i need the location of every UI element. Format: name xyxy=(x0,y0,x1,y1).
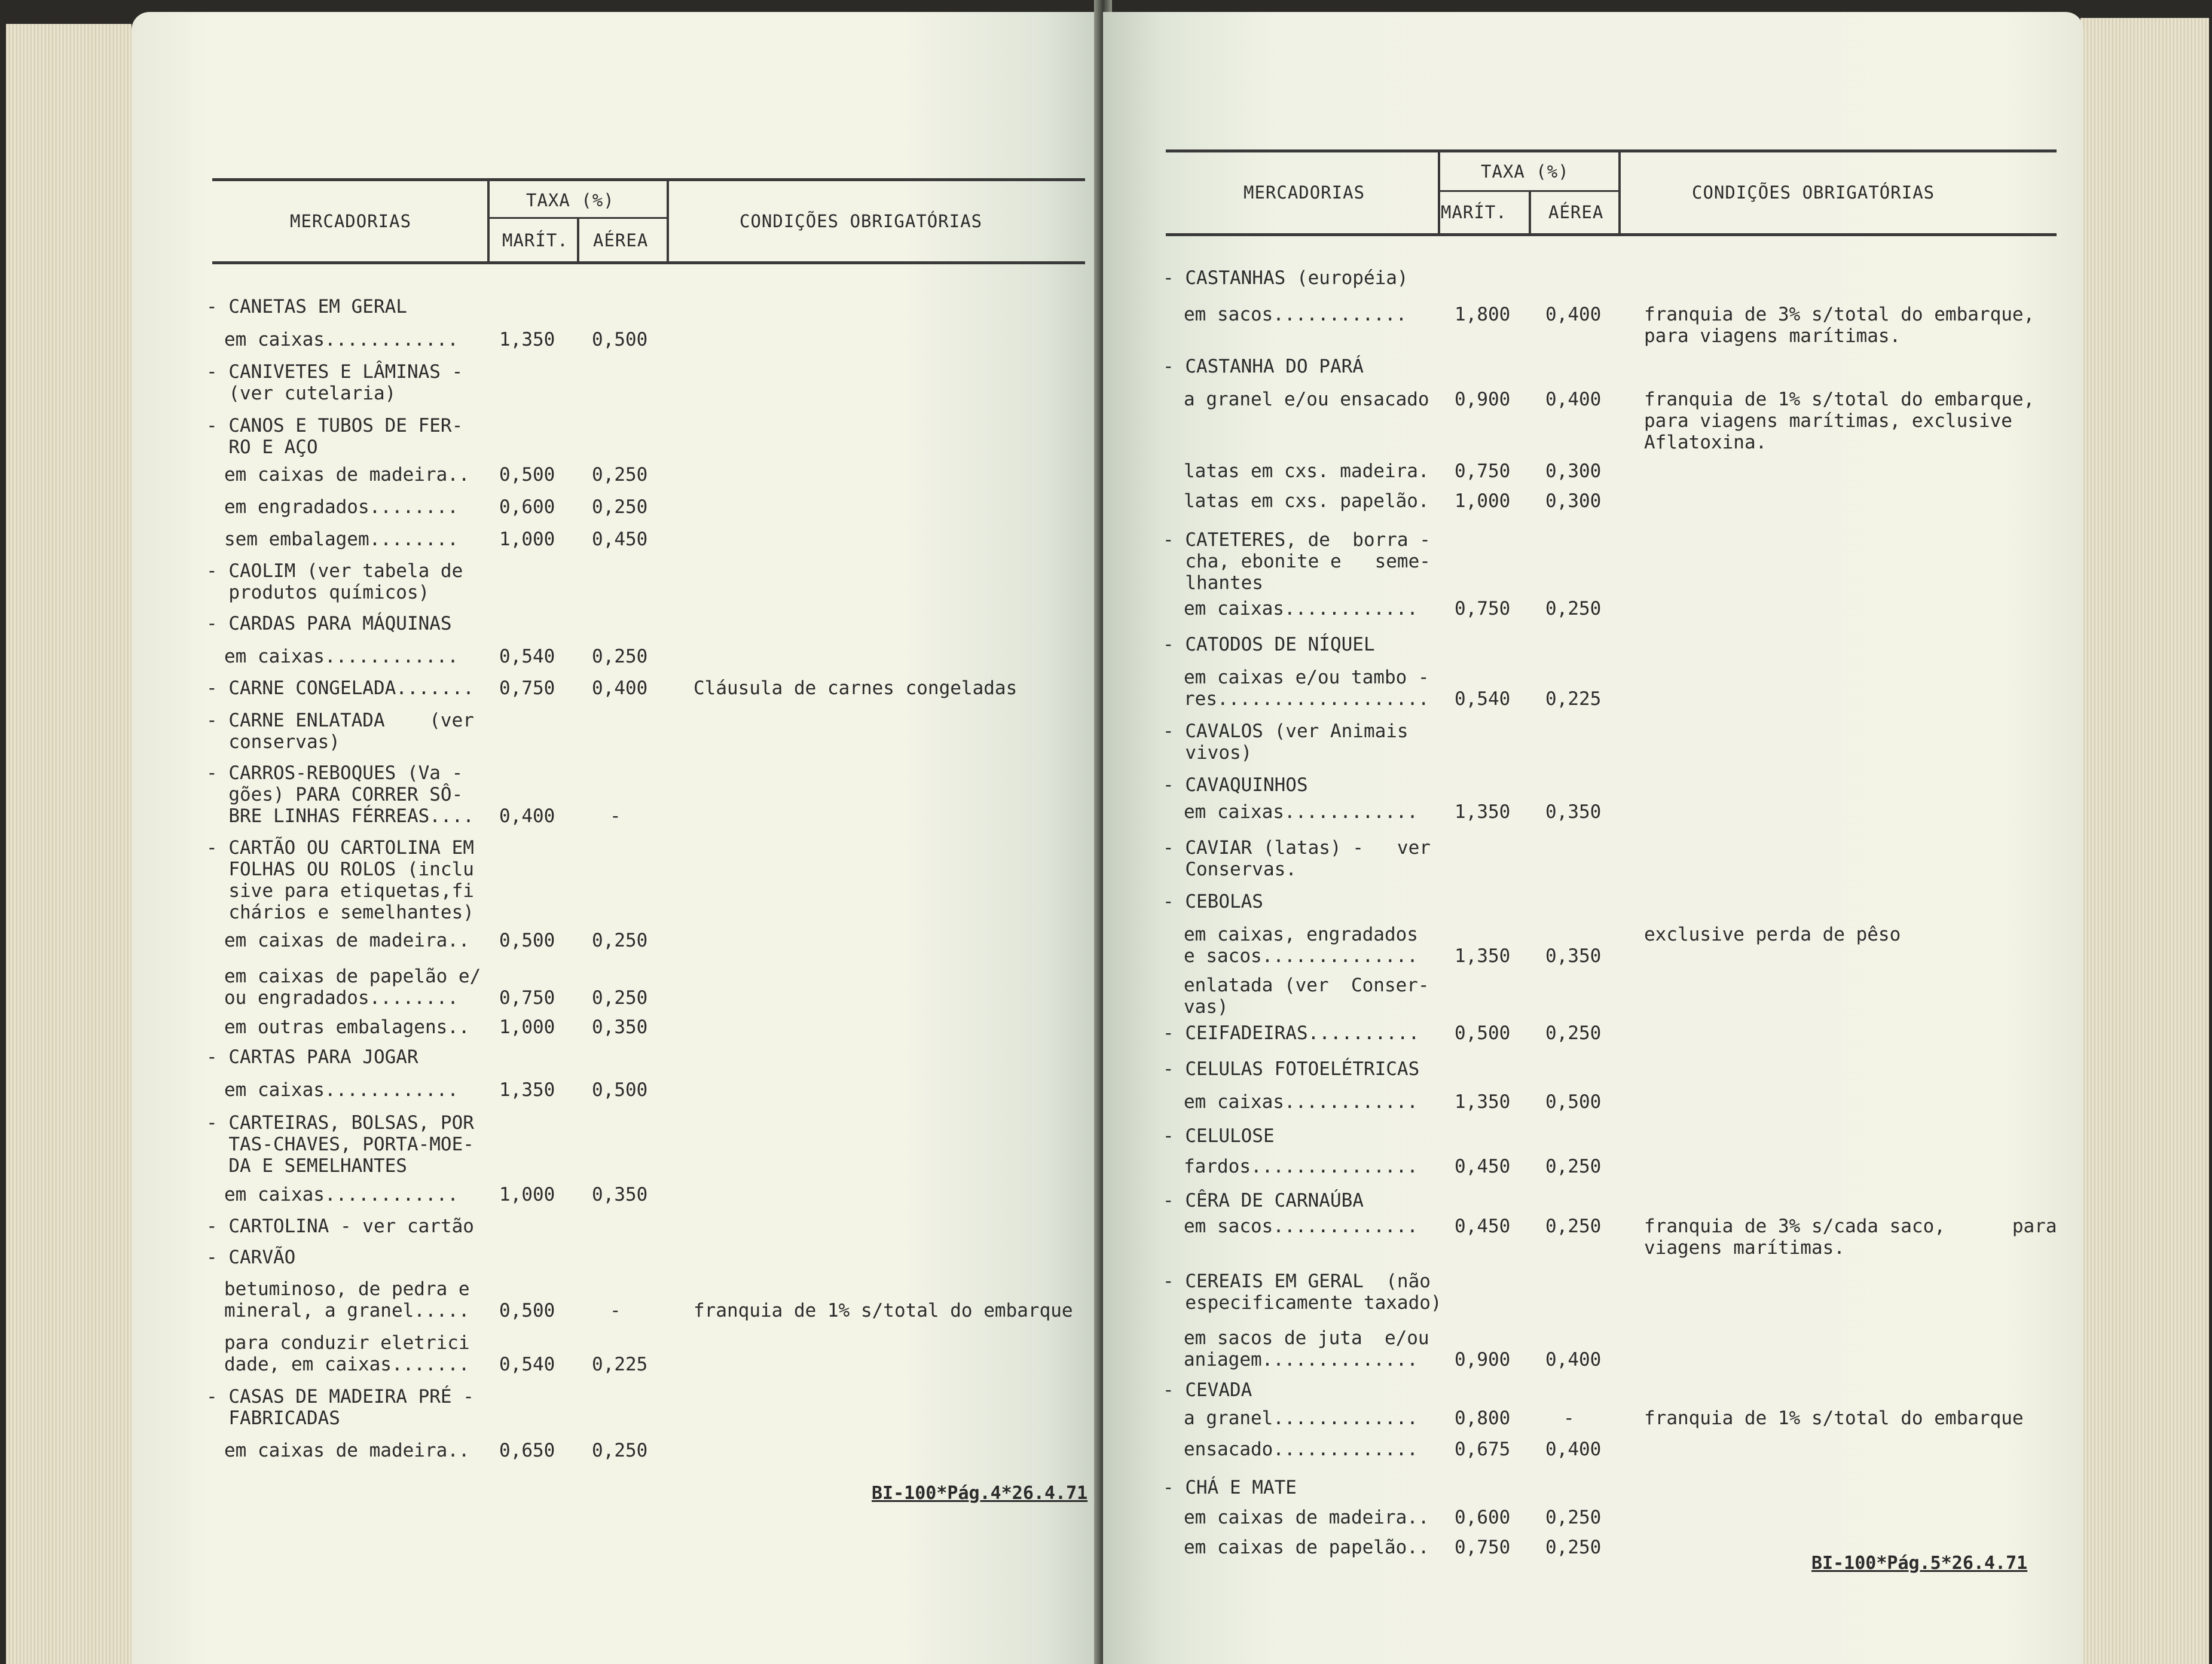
rate-maritima: 0,900 xyxy=(1455,1349,1511,1370)
rate-aerea: 0,400 xyxy=(592,677,648,699)
rate-maritima: 0,750 xyxy=(1455,1537,1511,1558)
rate-maritima: 0,650 xyxy=(499,1440,555,1461)
rate-maritima: 0,600 xyxy=(499,496,555,518)
rate-aerea: 0,450 xyxy=(592,529,648,550)
rate-aerea: 0,250 xyxy=(592,930,648,951)
rate-maritima: 0,900 xyxy=(1455,389,1511,410)
rate-maritima: 1,000 xyxy=(499,529,555,550)
rate-aerea: 0,250 xyxy=(1545,1156,1602,1177)
item-description: - CHÁ E MATE xyxy=(1163,1477,1297,1498)
condition-text: franquia de 3% s/total do embarque, para viagens marítimas. xyxy=(1644,304,2035,347)
rate-aerea: 0,400 xyxy=(1545,304,1602,325)
item-description: em engradados........ xyxy=(224,496,459,518)
item-description: - CAVIAR (latas) - ver Conservas. xyxy=(1163,837,1431,880)
item-description: em caixas............ xyxy=(224,1079,459,1101)
rate-aerea: 0,500 xyxy=(1545,1091,1602,1113)
rate-maritima: 0,500 xyxy=(1455,1022,1511,1044)
rate-maritima: 1,350 xyxy=(1455,1091,1511,1113)
rate-maritima: 0,540 xyxy=(1455,688,1511,710)
item-description: fardos............... xyxy=(1184,1156,1418,1177)
header-divider xyxy=(1618,151,1621,234)
rate-aerea: 0,400 xyxy=(1545,1439,1602,1460)
left-page xyxy=(132,12,1100,1664)
item-description: em caixas de papelão e/ ou engradados........ xyxy=(224,966,481,1009)
header-bottom-rule xyxy=(212,261,1085,264)
item-description: - CARNE CONGELADA....... xyxy=(206,677,474,699)
rate-aerea: 0,225 xyxy=(592,1354,648,1375)
rate-aerea: 0,400 xyxy=(1545,389,1602,410)
page-footer: BI-100*Pág.4*26.4.71 xyxy=(872,1483,1088,1504)
item-description: - CAOLIM (ver tabela de produtos químicos) xyxy=(206,560,463,603)
item-description: - CATODOS DE NÍQUEL xyxy=(1163,634,1375,655)
page-edges-left xyxy=(6,24,132,1664)
header-divider xyxy=(1438,151,1440,234)
item-description: em caixas............ xyxy=(224,1184,459,1205)
item-description: em caixas............ xyxy=(1184,1091,1418,1113)
item-description: em caixas de papelão.. xyxy=(1184,1537,1429,1558)
condition-text: franquia de 1% s/total do embarque xyxy=(693,1300,1073,1321)
item-description: - CASTANHA DO PARÁ xyxy=(1163,356,1364,377)
rate-aerea: 0,350 xyxy=(592,1016,648,1038)
rate-aerea: 0,250 xyxy=(592,464,648,486)
col-mercadorias: MERCADORIAS xyxy=(290,211,412,231)
page-footer: BI-100*Pág.5*26.4.71 xyxy=(1811,1553,2028,1574)
rate-aerea: 0,350 xyxy=(1545,801,1602,823)
item-description: latas em cxs. papelão. xyxy=(1184,490,1429,512)
rate-maritima: 0,500 xyxy=(499,1300,555,1321)
header-bottom-rule xyxy=(1166,233,2057,236)
condition-text: franquia de 1% s/total do embarque, para viagens marítimas, exclusive Aflatoxina. xyxy=(1644,389,2035,453)
rate-maritima: 0,450 xyxy=(1455,1156,1511,1177)
rate-maritima: 0,500 xyxy=(499,464,555,486)
item-description: - CARTÃO OU CARTOLINA EM FOLHAS OU ROLOS (inclu sive para etiquetas,fi chários e semelhantes) xyxy=(206,837,474,923)
item-description: - CEIFADEIRAS.......... xyxy=(1163,1022,1420,1044)
item-description: ensacado............. xyxy=(1184,1439,1418,1460)
rate-maritima: 0,750 xyxy=(1455,598,1511,619)
item-description: - CARVÃO xyxy=(206,1247,296,1268)
condition-text: Cláusula de carnes congeladas xyxy=(693,677,1018,699)
rate-maritima: 1,800 xyxy=(1455,304,1511,325)
rate-maritima: 1,000 xyxy=(499,1184,555,1205)
col-taxa: TAXA (%) xyxy=(1481,161,1569,182)
item-description: - CANOS E TUBOS DE FER- RO E AÇO xyxy=(206,415,463,458)
rate-aerea: 0,400 xyxy=(1545,1349,1602,1370)
rate-aerea: 0,250 xyxy=(592,646,648,667)
item-description: - CARTOLINA - ver cartão xyxy=(206,1216,474,1237)
rate-maritima: 1,350 xyxy=(499,1079,555,1101)
rate-aerea: 0,500 xyxy=(592,1079,648,1101)
item-description: - CASTANHAS (européia) xyxy=(1163,267,1409,289)
item-description: enlatada (ver Conser- vas) xyxy=(1184,975,1429,1018)
col-condicoes: CONDIÇÕES OBRIGATÓRIAS xyxy=(740,211,983,231)
item-description: - CARDAS PARA MÁQUINAS xyxy=(206,613,452,634)
rate-maritima: 0,675 xyxy=(1455,1439,1511,1460)
rate-aerea: 0,250 xyxy=(1545,1022,1602,1044)
rate-maritima: 0,540 xyxy=(499,1354,555,1375)
item-description: - CASAS DE MADEIRA PRÉ - FABRICADAS xyxy=(206,1386,474,1429)
rate-maritima: 0,450 xyxy=(1455,1216,1511,1237)
header-divider xyxy=(577,218,579,263)
rate-maritima: 0,750 xyxy=(499,677,555,699)
item-description: - CANIVETES E LÂMINAS - (ver cutelaria) xyxy=(206,361,463,404)
rate-maritima: 0,540 xyxy=(499,646,555,667)
rate-maritima: 0,750 xyxy=(1455,460,1511,482)
item-description: - CANETAS EM GERAL xyxy=(206,296,407,317)
item-description: - CELULAS FOTOELÉTRICAS xyxy=(1163,1058,1420,1080)
taxa-subrule xyxy=(1439,190,1618,192)
rate-aerea: 0,500 xyxy=(592,329,648,350)
col-taxa: TAXA (%) xyxy=(526,190,615,210)
rate-aerea: 0,350 xyxy=(1545,945,1602,967)
item-description: em caixas............ xyxy=(224,329,459,350)
item-description: - CARTAS PARA JOGAR xyxy=(206,1046,418,1068)
condition-text: franquia de 1% s/total do embarque xyxy=(1644,1407,2024,1429)
rate-maritima: 0,600 xyxy=(1455,1507,1511,1528)
rate-aerea: 0,250 xyxy=(592,496,648,518)
rate-aerea: - xyxy=(1563,1407,1575,1429)
item-description: - CEBOLAS xyxy=(1163,891,1263,912)
item-description: em caixas de madeira.. xyxy=(224,930,470,951)
item-description: em caixas............ xyxy=(1184,801,1418,823)
rate-maritima: 0,400 xyxy=(499,805,555,827)
item-description: sem embalagem........ xyxy=(224,529,459,550)
item-description: - CAVALOS (ver Animais vivos) xyxy=(1163,720,1409,764)
item-description: em outras embalagens.. xyxy=(224,1016,470,1038)
rate-maritima: 1,000 xyxy=(1455,490,1511,512)
rate-aerea: 0,225 xyxy=(1545,688,1602,710)
rate-maritima: 1,350 xyxy=(1455,801,1511,823)
item-description: em sacos............ xyxy=(1184,304,1407,325)
item-description: - CARTEIRAS, BOLSAS, POR TAS-CHAVES, PORTA-MOE- DA E SEMELHANTES xyxy=(206,1112,474,1177)
item-description: em caixas de madeira.. xyxy=(1184,1507,1429,1528)
rate-maritima: 0,750 xyxy=(499,987,555,1009)
rate-maritima: 1,000 xyxy=(499,1016,555,1038)
rate-maritima: 0,800 xyxy=(1455,1407,1511,1429)
condition-text: exclusive perda de pêso xyxy=(1644,924,1901,945)
col-condicoes: CONDIÇÕES OBRIGATÓRIAS xyxy=(1692,182,1935,203)
item-description: em caixas de madeira.. xyxy=(224,464,470,486)
col-aerea: AÉREA xyxy=(593,230,649,251)
item-description: - CELULOSE xyxy=(1163,1125,1275,1147)
item-description: em caixas e/ou tambo - res................... xyxy=(1184,667,1429,710)
page-edges-right xyxy=(2080,18,2209,1664)
item-description: para conduzir eletrici dade, em caixas....... xyxy=(224,1332,470,1375)
rate-aerea: 0,250 xyxy=(1545,1537,1602,1558)
item-description: a granel e/ou ensacado xyxy=(1184,389,1429,410)
item-description: - CEREAIS EM GERAL (não especificamente taxado) xyxy=(1163,1271,1442,1314)
rate-aerea: 0,250 xyxy=(592,987,648,1009)
item-description: - CARROS-REBOQUES (Va - gões) PARA CORRER SÔ- BRE LINHAS FÉRREAS.... xyxy=(206,762,474,827)
item-description: - CATETERES, de borra - cha, ebonite e seme- lhantes xyxy=(1163,529,1431,594)
item-description: em caixas............ xyxy=(1184,598,1418,619)
condition-text: franquia de 3% s/cada saco, para viagens marítimas. xyxy=(1644,1216,2057,1259)
item-description: em sacos de juta e/ou aniagem.............. xyxy=(1184,1327,1429,1370)
rate-maritima: 1,350 xyxy=(499,329,555,350)
rate-aerea: - xyxy=(610,805,621,827)
item-description: latas em cxs. madeira. xyxy=(1184,460,1429,482)
header-top-rule xyxy=(212,178,1085,181)
taxa-subrule xyxy=(488,217,667,219)
item-description: em sacos............. xyxy=(1184,1216,1418,1237)
rate-aerea: 0,250 xyxy=(1545,598,1602,619)
item-description: - CAVAQUINHOS xyxy=(1163,774,1308,796)
header-divider xyxy=(487,179,490,263)
item-description: - CARNE ENLATADA (ver conservas) xyxy=(206,710,474,753)
rate-aerea: 0,350 xyxy=(592,1184,648,1205)
rate-aerea: 0,300 xyxy=(1545,460,1602,482)
item-description: em caixas de madeira.. xyxy=(224,1440,470,1461)
item-description: - CEVADA xyxy=(1163,1379,1252,1401)
right-page xyxy=(1103,12,2083,1664)
rate-aerea: 0,250 xyxy=(1545,1216,1602,1237)
item-description: betuminoso, de pedra e mineral, a granel..... xyxy=(224,1278,470,1321)
rate-aerea: 0,250 xyxy=(592,1440,648,1461)
rate-aerea: 0,300 xyxy=(1545,490,1602,512)
col-marit: MARÍT. xyxy=(502,230,569,251)
header-top-rule xyxy=(1166,149,2057,152)
rate-aerea: 0,250 xyxy=(1545,1507,1602,1528)
col-mercadorias: MERCADORIAS xyxy=(1244,182,1365,203)
rate-aerea: - xyxy=(610,1300,621,1321)
header-divider xyxy=(667,179,669,263)
item-description: a granel............. xyxy=(1184,1407,1418,1429)
item-description: em caixas, engradados e sacos.............. xyxy=(1184,924,1418,967)
col-aerea: AÉREA xyxy=(1548,202,1604,222)
rate-maritima: 1,350 xyxy=(1455,945,1511,967)
item-description: - CÊRA DE CARNAÚBA xyxy=(1163,1190,1364,1211)
col-marit: MARÍT. xyxy=(1441,202,1507,222)
header-divider xyxy=(1529,191,1531,234)
rate-maritima: 0,500 xyxy=(499,930,555,951)
item-description: em caixas............ xyxy=(224,646,459,667)
